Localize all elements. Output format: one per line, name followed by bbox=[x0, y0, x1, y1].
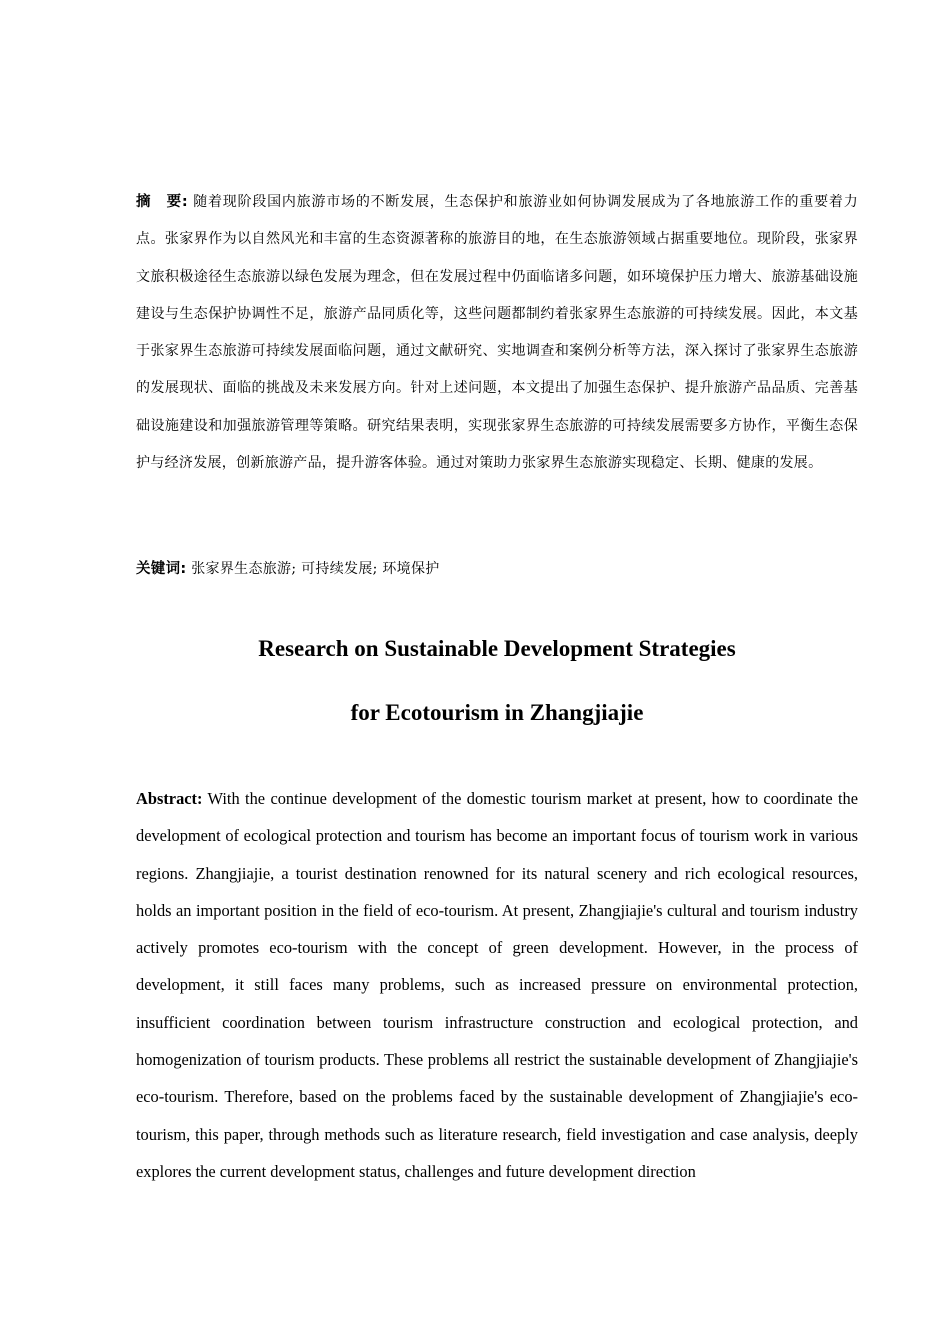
english-abstract-text: With the continue development of the domestic tourism market at present, how to coordinate the development of ecological protection and tourism has become an important focus of tourism work in various regions. Zhangjiajie, a tourist destination renowned for its natural scenery and rich ecological resources, holds an important position in the field of eco-tourism. At present, Zhangjiajie's cultural and tourism industry actively promotes eco-tourism with the concept of green development. However, in the process of development, it still faces many problems, such as increased pressure on environmental protection, insufficient coordination between tourism infrastructure construction and ecological protection, and homogenization of tourism products. These problems all restrict the sustainable development of Zhangjiajie's eco-tourism. Therefore, based on the problems faced by the sustainable development of Zhangjiajie's eco-tourism, this paper, through methods such as literature research, field investigation and case analysis, deeply explores the current development status, challenges and future development direction bbox=[136, 789, 858, 1181]
english-abstract-label: Abstract: bbox=[136, 789, 203, 808]
english-title-line-2: for Ecotourism in Zhangjiajie bbox=[350, 700, 644, 725]
chinese-abstract-label: 摘 要: bbox=[136, 194, 188, 210]
english-abstract bbox=[136, 780, 858, 1190]
chinese-keywords bbox=[136, 554, 858, 584]
chinese-keywords-label: 关键词: bbox=[136, 561, 187, 577]
chinese-abstract bbox=[136, 184, 858, 482]
chinese-keywords-text: 张家界生态旅游; 可持续发展; 环境保护 bbox=[186, 561, 440, 577]
chinese-abstract-text: 随着现阶段国内旅游市场的不断发展，生态保护和旅游业如何协调发展成为了各地旅游工作的重要着力点。张家界作为以自然风光和丰富的生态资源著称的旅游目的地，在生态旅游领域占据重要地位。现阶段，张家界文旅积极途径生态旅游以绿色发展为理念，但在发展过程中仍面临诸多问题，如环境保护压力增大、旅游基础设施建设与生态保护协调性不足，旅游产品同质化等，这些问题都制约着张家界生态旅游的可持续发展。因此，本文基于张家界生态旅游可持续发展面临问题，通过文献研究、实地调查和案例分析等方法，深入探讨了张家界生态旅游的发展现状、面临的挑战及未来发展方向。针对上述问题，本文提出了加强生态保护、提升旅游产品品质、完善基础设施建设和加强旅游管理等策略。研究结果表明，实现张家界生态旅游的可持续发展需要多方协作，平衡生态保护与经济发展，创新旅游产品，提升游客体验。通过对策助力张家界生态旅游实现稳定、长期、健康的发展。 bbox=[136, 194, 858, 472]
english-title-line-1: Research on Sustainable Development Strategies bbox=[258, 636, 736, 661]
